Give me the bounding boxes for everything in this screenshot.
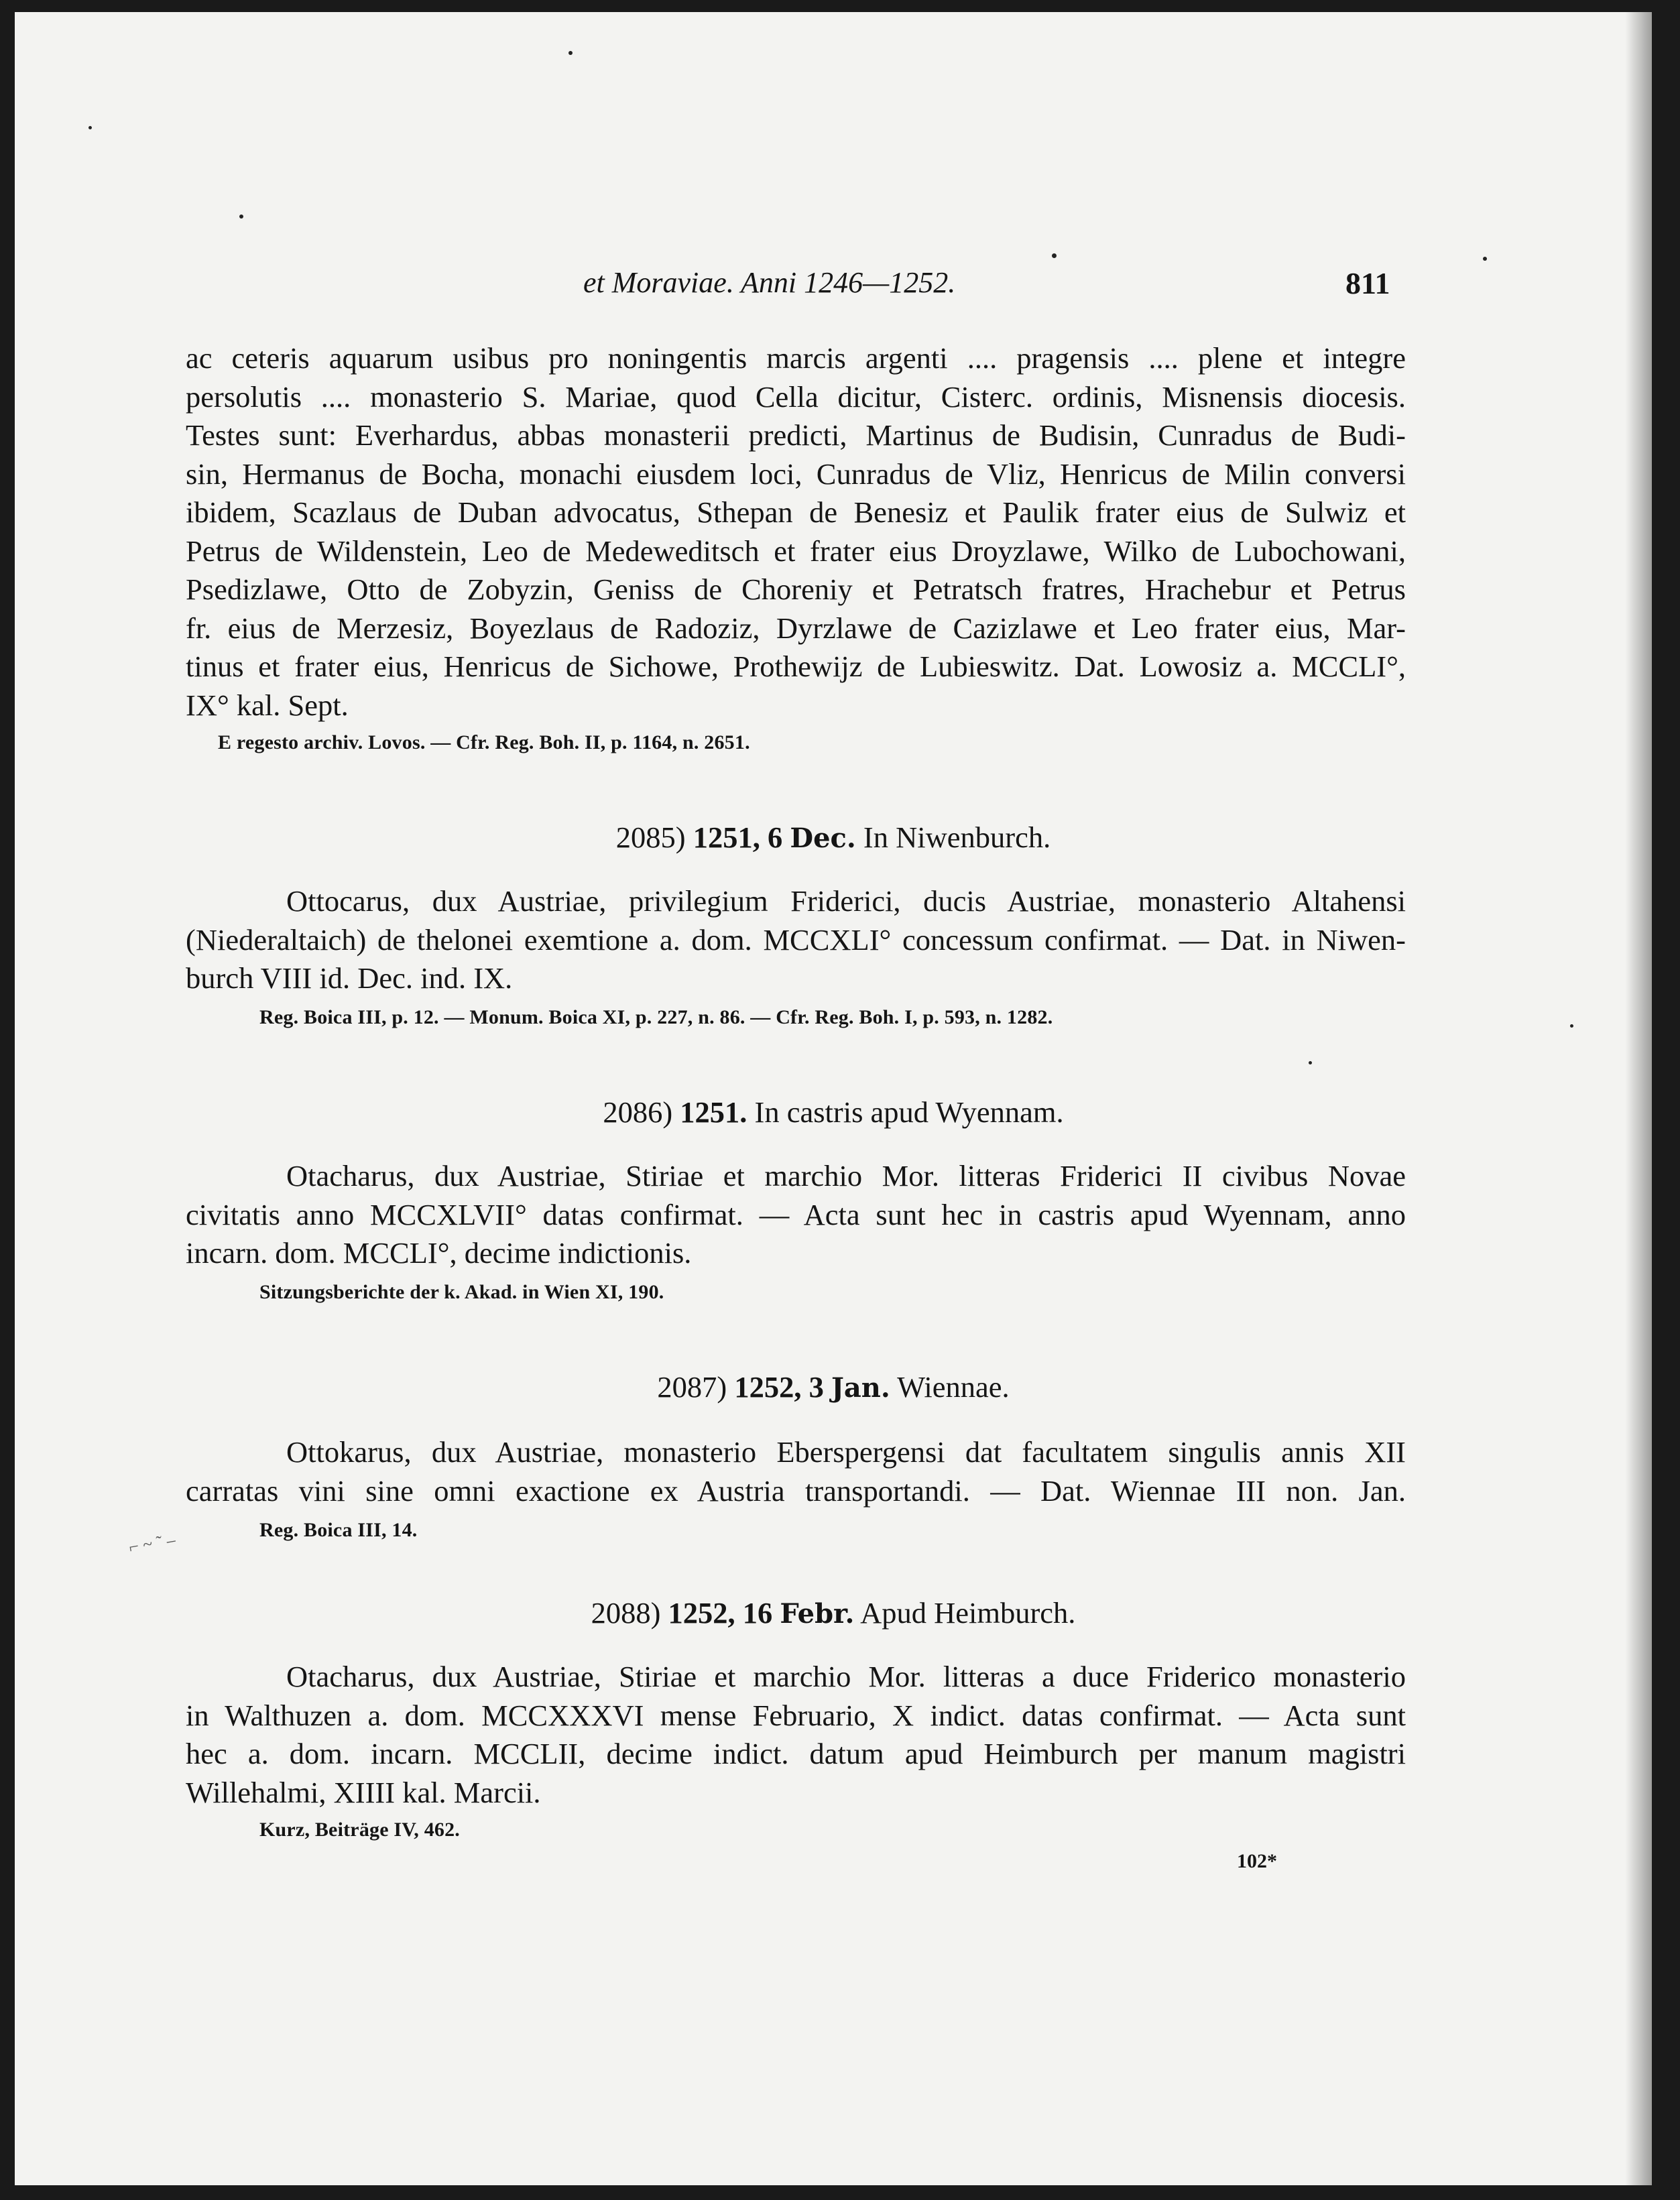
entry-place: In Niwenburch. <box>863 820 1051 854</box>
text-line: tinus et frater eius, Henricus de Sichowe, Prothewijz de Lubieswitz. Dat. Lowosiz a. MCCLI°, <box>186 650 1406 683</box>
text-line: Otacharus, dux Austriae, Stiriae et marchio Mor. litteras Friderici II civibus Novae <box>286 1159 1406 1193</box>
ink-speck <box>1309 1061 1312 1064</box>
text-line: persolutis .... monasterio S. Mariae, quod Cella dicitur, Cisterc. ordinis, Misnensis diocesis. <box>186 379 1406 414</box>
text-line: hec a. dom. incarn. MCCLII, decime indict. datum apud Heimburch per manum magistri <box>186 1737 1406 1770</box>
text-line: Psedizlawe, Otto de Zobyzin, Geniss de Choreniy et Petratsch fratres, Hrachebur et Petrus <box>186 572 1406 606</box>
ink-speck <box>239 215 243 219</box>
source-note: Kurz, Beiträge IV, 462. <box>259 1819 461 1841</box>
running-title: et Moraviae. Anni 1246—1252. <box>583 266 956 299</box>
entry-place: Wiennae. <box>897 1370 1010 1404</box>
text-line: Ottocarus, dux Austriae, privilegium Friderici, ducis Austriae, monasterio Altahensi <box>286 884 1406 918</box>
text-line: in Walthuzen a. dom. MCCXXXVI mense Februario, X indict. datas confirmat. — Acta sunt <box>186 1698 1406 1732</box>
source-note: Sitzungsberichte der k. Akad. in Wien XI, 190. <box>259 1281 664 1303</box>
text-line: IX° kal. Sept. <box>186 688 349 722</box>
entry-place: Apud Heimburch. <box>860 1596 1076 1630</box>
entry-number: 2086) <box>603 1095 673 1129</box>
entry-place: In castris apud Wyennam. <box>754 1095 1064 1129</box>
ink-speck <box>1570 1024 1573 1028</box>
entry-date: 1252, 16 <box>668 1596 773 1630</box>
entry-date: 1252, 3 <box>734 1370 824 1404</box>
page-header <box>15 261 1652 308</box>
entry-date: 1251, 6 <box>693 820 783 854</box>
entry-heading <box>15 820 1652 855</box>
entry-number: 2085) <box>615 820 686 854</box>
entry-number: 2088) <box>591 1596 661 1630</box>
text-line: incarn. dom. MCCLI°, decime indictionis. <box>186 1236 692 1270</box>
source-note: Reg. Boica III, p. 12. — Monum. Boica XI, p. 227, n. 86. — Cfr. Reg. Boh. I, p. 593, n. 1282. <box>259 1006 1053 1028</box>
entry-heading <box>15 1095 1652 1129</box>
page-sheet <box>15 12 1652 2185</box>
source-note: E regesto archiv. Lovos. — Cfr. Reg. Boh. II, p. 1164, n. 2651. <box>218 731 750 753</box>
margin-scratch: ⌐ ~ ˜ – <box>127 1530 177 1557</box>
ink-speck <box>88 126 92 129</box>
entry-text <box>186 882 1406 998</box>
text-line: civitatis anno MCCXLVII° datas confirmat. — Acta sunt hec in castris apud Wyennam, anno <box>186 1197 1406 1231</box>
text-line: ac ceteris aquarum usibus pro noningentis marcis argenti .... pragensis .... plene et integre <box>186 341 1406 375</box>
continuation-text <box>186 339 1406 725</box>
text-line: ibidem, Scazlaus de Duban advocatus, Sthepan de Benesiz et Paulik frater eius de Sulwiz et <box>186 495 1406 529</box>
entry-month: Dec. <box>790 822 856 854</box>
entry-month: Febr. <box>780 1598 855 1630</box>
text-line: Testes sunt: Everhardus, abbas monasterii predicti, Martinus de Budisin, Cunradus de Budi- <box>186 418 1406 452</box>
text-line: fr. eius de Merzesiz, Boyezlaus de Radoziz, Dyrzlawe de Cazizlawe et Leo frater eius, Mar- <box>186 611 1406 645</box>
ink-speck <box>1052 253 1057 258</box>
ink-speck <box>1483 257 1487 261</box>
entry-text <box>186 1433 1406 1510</box>
text-line: Otacharus, dux Austriae, Stiriae et marchio Mor. litteras a duce Friderico monasterio <box>286 1660 1406 1693</box>
entry-date: 1251. <box>680 1095 747 1129</box>
signature-mark: 102* <box>1237 1850 1277 1872</box>
text-line: carratas vini sine omni exactione ex Austria transportandi. — Dat. Wiennae III non. Jan. <box>186 1473 1406 1508</box>
text-line: Ottokarus, dux Austriae, monasterio Eberspergensi dat facultatem singulis annis XII <box>286 1435 1406 1469</box>
entry-number: 2087) <box>657 1370 727 1404</box>
entry-heading <box>15 1595 1652 1630</box>
entry-heading <box>15 1369 1652 1404</box>
text-line: burch VIII id. Dec. ind. IX. <box>186 961 513 995</box>
source-note: Reg. Boica III, 14. <box>259 1519 418 1541</box>
entry-month: Jan. <box>831 1372 890 1404</box>
text-line: sin, Hermanus de Bocha, monachi eiusdem loci, Cunradus de Vliz, Henricus de Milin conversi <box>186 456 1406 491</box>
entry-text <box>186 1658 1406 1812</box>
ink-speck <box>568 51 573 55</box>
entry-text <box>186 1157 1406 1273</box>
text-line: Petrus de Wildenstein, Leo de Medeweditsch et frater eius Droyzlawe, Wilko de Lubochowani, <box>186 534 1406 568</box>
text-line: (Niederaltaich) de thelonei exemtione a. dom. MCCXLI° concessum confirmat. — Dat. in Niwen- <box>186 922 1406 957</box>
text-line: Willehalmi, XIIII kal. Marcii. <box>186 1775 541 1809</box>
page-number: 811 <box>1345 266 1390 300</box>
